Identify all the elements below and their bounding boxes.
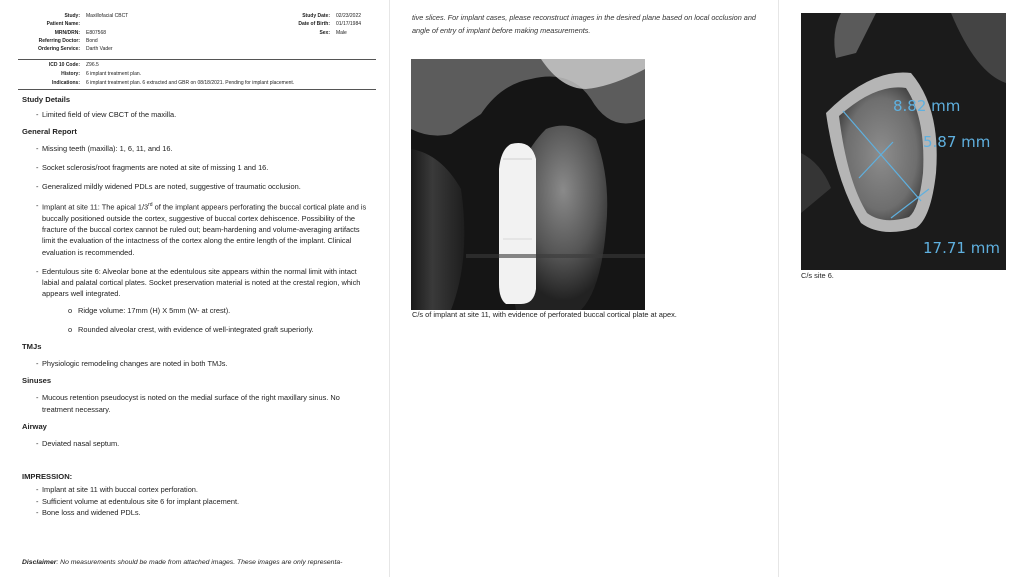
referring-doctor-value: Bond xyxy=(86,37,98,44)
airway-item: - Deviated nasal septum. xyxy=(36,438,120,448)
measurement-label: 5.87 mm xyxy=(923,133,991,151)
report-body xyxy=(22,94,372,518)
header-divider-bottom xyxy=(18,89,376,90)
airway-heading: Airway xyxy=(22,421,47,431)
study-value: Maxillofacial CBCT xyxy=(86,13,129,19)
sinuses-item: - Mucous retention pseudocyst is noted on the medial surface of the right maxillary sinus. No treatment necessary. xyxy=(36,393,340,414)
report-page-right xyxy=(779,0,1024,577)
mrn-label: MRN/DRN: xyxy=(54,29,80,36)
ordering-service-value: Darth Vader xyxy=(86,46,113,53)
edentulous-finding-item: - Edentulous site 6: Alveolar bone at the edentulous site appears within the normal limit with intact labial and palatal cortical plates. Socket preservation material is noted at the crestal region, which appears well integrated. xyxy=(36,266,361,299)
tmjs-heading: TMJs xyxy=(22,341,42,351)
general-report-item: - Socket sclerosis/root fragments are noted at site of missing 1 and 16. xyxy=(36,162,269,172)
implant-image-caption: C/s of implant at site 11, with evidence of perforated buccal cortical plate at apex. xyxy=(412,310,677,319)
tmjs-item: - Physiologic remodeling changes are noted in both TMJs. xyxy=(36,358,228,368)
header-divider xyxy=(18,59,376,60)
alveolar-crest-subitem: o Rounded alveolar crest, with evidence of well-integrated graft superiorly. xyxy=(68,324,314,334)
disclaimer-continuation: tive slices. For implant cases, please reconstruct images in the desired plane based on local occlusion and angle of entry of implant before making measurements. xyxy=(412,13,756,35)
general-report-item: - Missing teeth (maxilla): 1, 6, 11, and 16. xyxy=(36,143,173,153)
report-header xyxy=(18,12,376,53)
report-page-middle xyxy=(390,0,778,577)
study-label: Study: xyxy=(64,13,80,19)
sex-label: Sex: xyxy=(319,29,330,36)
implant-finding-item: - Implant at site 11: The apical 1/3rd of the implant appears perforating the buccal cortical plate and is buccally positioned outside the cortex, suggestive of buccal cortex dehiscence. Possibility of the fracture of the buccal cortex cannot be ruled out; beam-hardening and volume-averaging artifacts limit the evaluation of the intactness of the cortex along the entire length of the implant. Clinical evaluation is recommended. xyxy=(36,201,367,257)
icd-row xyxy=(18,61,376,69)
mrn-value: E807568 xyxy=(86,29,107,36)
icd-value: Z96.5 xyxy=(86,62,99,68)
study-date-value: 02/23/2022 xyxy=(336,13,362,19)
general-report-item: - Generalized mildly widened PDLs are noted, suggestive of traumatic occlusion. xyxy=(36,182,301,192)
icd-label: ICD 10 Code: xyxy=(48,62,80,68)
dob-value: 01/17/1984 xyxy=(336,21,362,28)
history-value: 6 implant treatment plan. xyxy=(86,71,142,77)
indications-row xyxy=(18,79,376,87)
site6-cross-section-image xyxy=(801,13,1006,270)
referring-doctor-label: Referring Doctor: xyxy=(38,37,80,44)
site6-image-caption: C/s site 6. xyxy=(801,271,834,280)
indications-label: Indications: xyxy=(51,80,80,86)
history-label: History: xyxy=(61,71,80,77)
impression-item: - Implant at site 11 with buccal cortex perforation. xyxy=(36,485,198,495)
measurement-label: 17.71 mm xyxy=(923,239,1000,257)
impression-item: - Bone loss and widened PDLs. xyxy=(36,507,141,517)
ordering-service-label: Ordering Service: xyxy=(38,46,80,53)
dob-label: Date of Birth: xyxy=(298,21,330,28)
impression-item: - Sufficient volume at edentulous site 6 for implant placement. xyxy=(36,496,240,506)
sex-value: Male xyxy=(336,29,347,36)
study-details-heading: Study Details xyxy=(22,95,71,104)
ridge-volume-subitem: o Ridge volume: 17mm (H) X 5mm (W- at crest). xyxy=(68,306,231,316)
sinuses-heading: Sinuses xyxy=(22,376,52,386)
measurement-label: 8.82 mm xyxy=(893,97,961,115)
history-row xyxy=(18,70,376,78)
disclaimer: Disclaimer: No measurements should be made from attached images. These images are only representa- xyxy=(22,559,343,566)
patient-name-label: Patient Name: xyxy=(46,21,80,28)
study-date-label: Study Date: xyxy=(302,13,330,19)
general-report-heading: General Report xyxy=(22,127,77,137)
implant-cross-section-image xyxy=(411,59,645,310)
report-page-left xyxy=(0,0,389,577)
indications-value: 6 implant treatment plan. 6 extracted and GBR on 08/18/2021. Pending for implant placement. xyxy=(86,80,295,86)
study-details-item: - Limited field of view CBCT of the maxilla. xyxy=(36,110,177,120)
impression-heading: IMPRESSION: xyxy=(22,472,73,482)
